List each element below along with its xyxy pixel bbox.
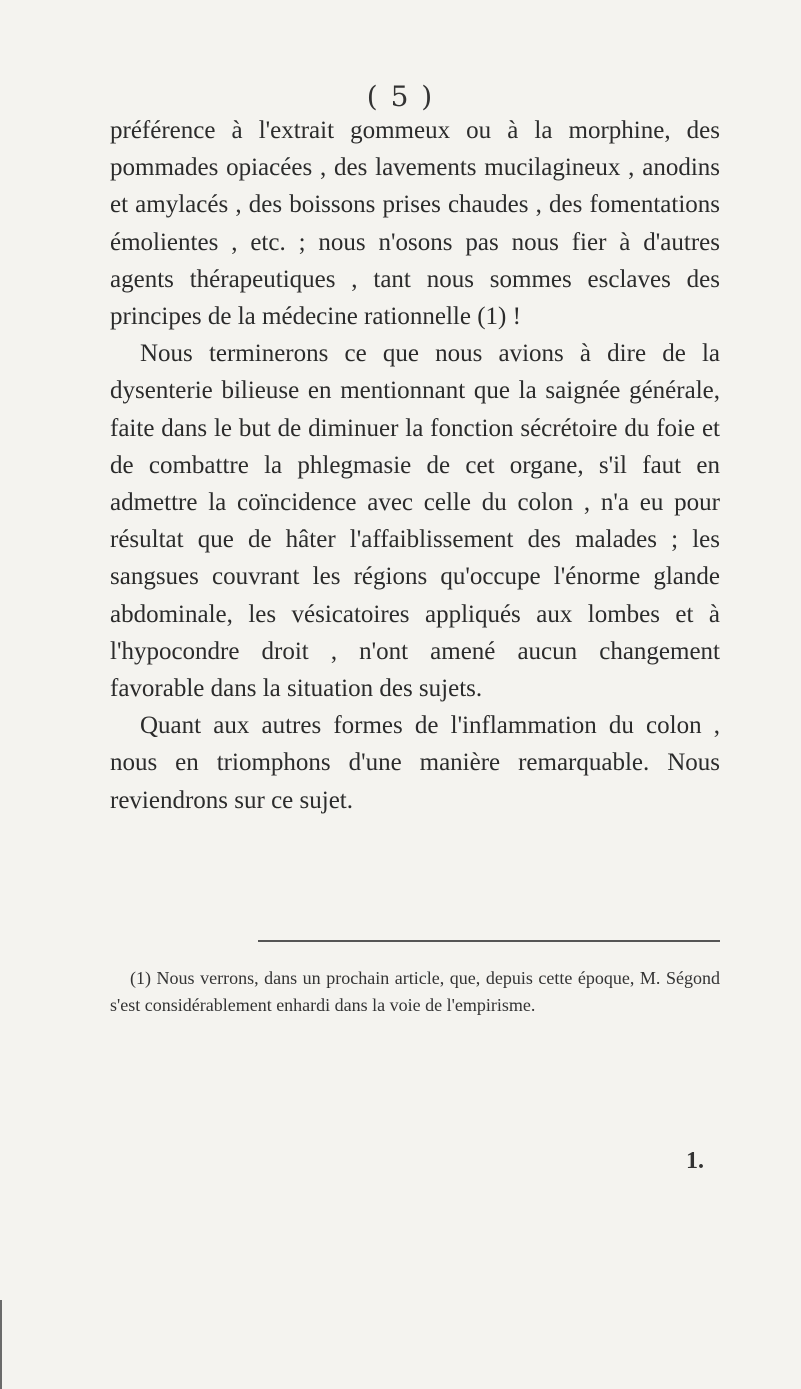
signature-mark: 1. bbox=[686, 1148, 704, 1174]
footnote-divider bbox=[258, 940, 720, 942]
footnote bbox=[110, 965, 720, 1019]
page-number: ( 5 ) bbox=[366, 80, 435, 113]
paragraph-2: Nous terminerons ce que nous avions à dire de la dysenterie bilieuse en mentionnant que la saignée générale, faite dans le but de diminuer la fonction sécrétoire du foie et de combattre la phlegmasie de cet organe, s'il faut en admettre la coïncidence avec celle du colon , n'a eu pour résultat que de hâter l'affaiblissement des malades ; les sangsues couvrant les régions qu'occupe l'énorme glande abdominale, les vésicatoires appliqués aux lombes et à l'hypocondre droit , n'ont amené aucun changement favorable dans la situation des sujets. bbox=[110, 340, 720, 703]
footnote-text: (1) Nous verrons, dans un prochain article, que, depuis cette époque, M. Ségond s'est considérablement enhardi dans la voie de l'empirisme. bbox=[110, 968, 720, 1015]
paragraph-1: préférence à l'extrait gommeux ou à la morphine, des pommades opiacées , des lavements mucilagineux , anodins et amylacés , des boissons prises chaudes , des fomentations émolientes , etc. ; nous n'osons pas nous fier à d'autres agents thérapeutiques , tant nous sommes esclaves des principes de la médecine rationnelle (1) ! bbox=[110, 117, 720, 331]
page-edge-line bbox=[0, 1300, 2, 1389]
main-text bbox=[110, 112, 720, 819]
paragraph-3: Quant aux autres formes de l'inflammation du colon , nous en triomphons d'une manière remarquable. Nous reviendrons sur ce sujet. bbox=[110, 712, 720, 814]
